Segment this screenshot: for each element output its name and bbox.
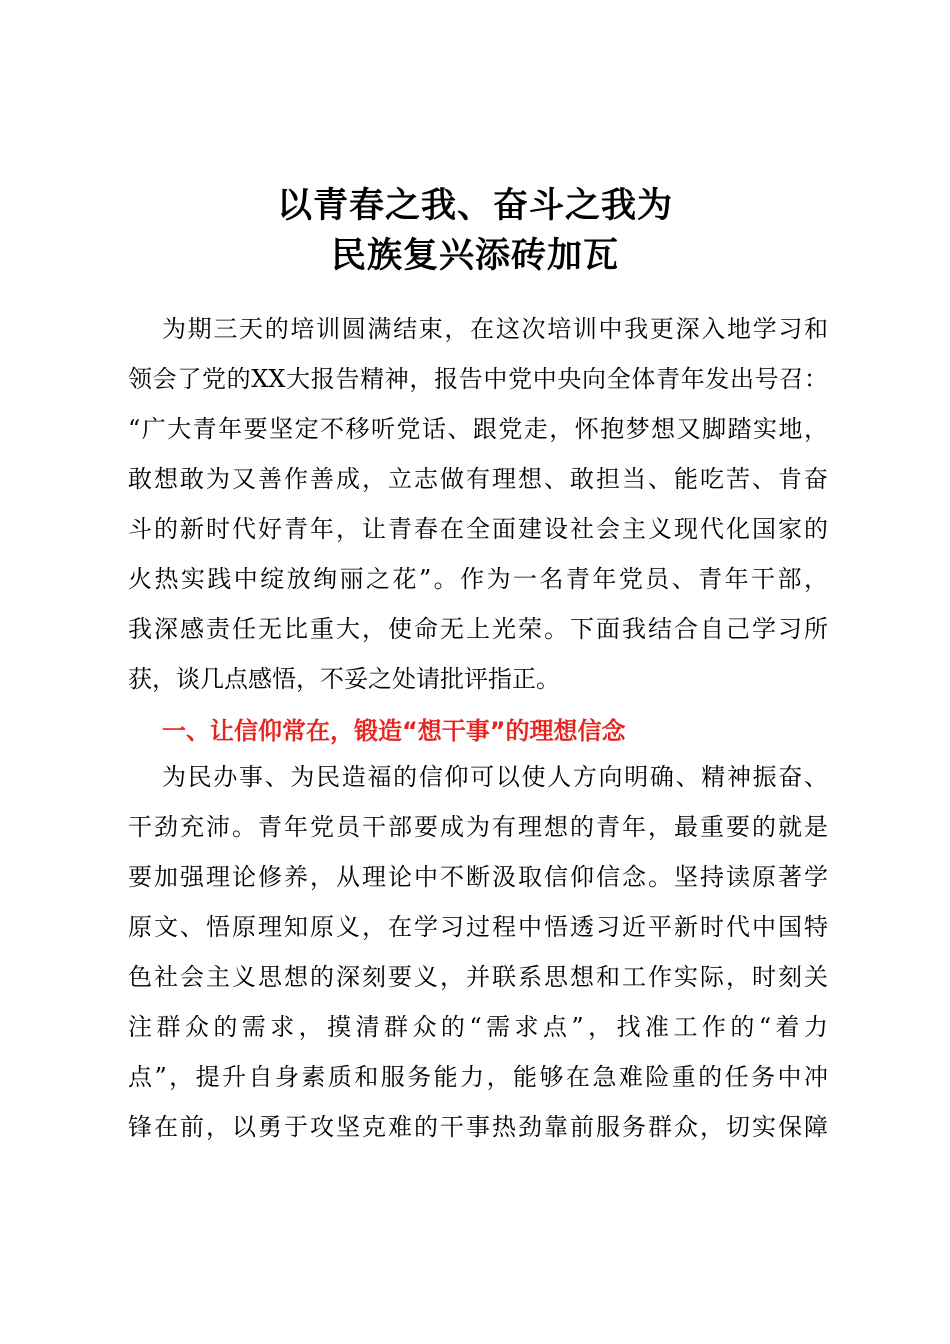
intro-paragraph <box>128 304 828 704</box>
paragraph-line: 火热实践中绽放绚丽之花”。作为一名青年党员、青年干部， <box>128 565 828 593</box>
paragraph-line: “广大青年要坚定不移听党话、跟党走，怀抱梦想又脚踏实地， <box>128 415 828 443</box>
section-heading-1: 一、让信仰常在，锻造“想干事”的理想信念 <box>162 717 626 745</box>
document-title-line-1: 以青春之我、奋斗之我为 <box>276 185 673 226</box>
document-title-line-2: 民族复兴添砖加瓦 <box>330 235 619 276</box>
paragraph-line: 领会了党的XX大报告精神，报告中党中央向全体青年发出号召： <box>128 365 828 393</box>
paragraph-line: 色社会主义思想的深刻要义，并联系思想和工作实际，时刻关 <box>128 963 828 991</box>
paragraph-line: 我深感责任无比重大，使命无上光荣。下面我结合自己学习所 <box>128 615 828 643</box>
paragraph-line: 为期三天的培训圆满结束，在这次培训中我更深入地学习和 <box>162 315 828 343</box>
paragraph-line: 要加强理论修养，从理论中不断汲取信仰信念。坚持读原著学 <box>128 863 828 891</box>
paragraph-line: 点”，提升自身素质和服务能力，能够在急难险重的任务中冲 <box>128 1063 828 1091</box>
paragraph-line: 为民办事、为民造福的信仰可以使人方向明确、精神振奋、 <box>162 763 828 791</box>
paragraph-line: 斗的新时代好青年，让青春在全面建设社会主义现代化国家的 <box>128 515 828 543</box>
paragraph-line: 干劲充沛。青年党员干部要成为有理想的青年，最重要的就是 <box>128 813 828 841</box>
section-1-paragraph <box>128 752 828 1152</box>
paragraph-line: 敢想敢为又善作善成，立志做有理想、敢担当、能吃苦、肯奋 <box>128 465 828 493</box>
paragraph-line: 获，谈几点感悟，不妥之处请批评指正。 <box>128 665 560 693</box>
paragraph-line: 原文、悟原理知原义，在学习过程中悟透习近平新时代中国特 <box>128 913 828 941</box>
paragraph-line: 锋在前，以勇于攻坚克难的干事热劲靠前服务群众，切实保障 <box>128 1113 828 1141</box>
paragraph-line: 注群众的需求，摸清群众的“需求点”，找准工作的“着力 <box>128 1013 828 1041</box>
